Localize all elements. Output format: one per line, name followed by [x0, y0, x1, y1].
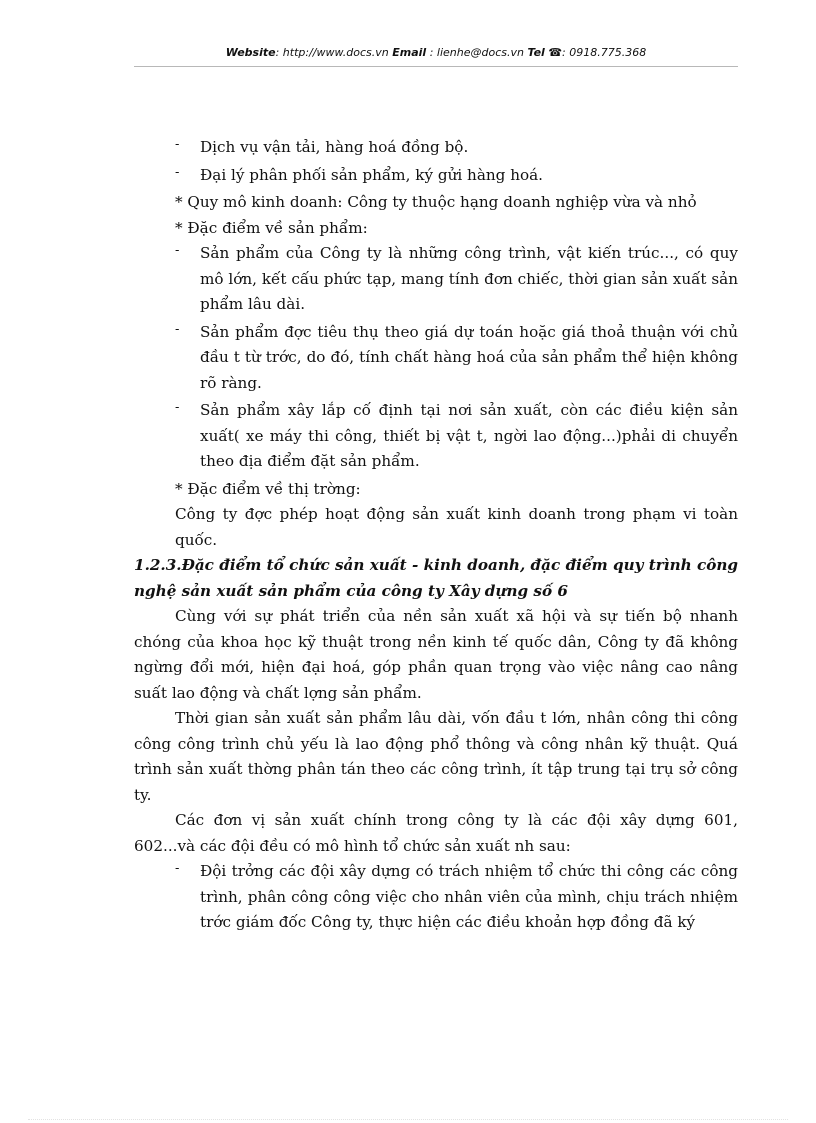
list-item: [134, 241, 738, 318]
website-label: Website: [225, 46, 276, 59]
paragraph-production-time: Thời gian sản xuất sản phẩm lâu dài, vốn đầu t lớn, nhân công thi công công công trình chủ yếu là lao động phổ thông và công nhân kỹ thuật. Quá trình sản xuất thờng phân tán theo các công trình, ít tập trung tại trụ sở công ty.: [134, 709, 738, 804]
list-item: [134, 320, 738, 397]
dash-bullet: -: [175, 400, 180, 415]
email-label: Email: [392, 46, 427, 59]
product-feature-2: Sản phẩm đợc tiêu thụ theo giá dự toán hoặc giá thoả thuận với chủ đầu t từ trớc, do đó, tính chất hàng hoá của sản phẩm thể hiện không rõ ràng.: [200, 322, 738, 392]
market-text: Công ty đợc phép hoạt động sản xuất kinh doanh trong phạm vi toàn quốc.: [175, 505, 738, 549]
dash-bullet: -: [175, 243, 180, 258]
dash-bullet: -: [175, 164, 180, 180]
list-item: [134, 859, 738, 936]
list-item: [134, 398, 738, 475]
email-address: : lienhe@docs.vn: [429, 46, 524, 59]
market-features-heading: * Đặc điểm về thị trờng:: [175, 479, 361, 498]
product-features-heading: * Đặc điểm về sản phẩm:: [175, 218, 368, 237]
item-transport: Dịch vụ vận tải, hàng hoá đồng bộ.: [200, 138, 469, 156]
paragraph-production-units: Các đơn vị sản xuất chính trong công ty là các đội xây dựng 601, 602...và các đội đều có mô hình tổ chức sản xuất nh sau:: [134, 811, 738, 855]
dash-bullet: -: [175, 861, 180, 876]
dash-bullet: -: [175, 137, 180, 152]
product-feature-1: Sản phẩm của Công ty là những công trình, vật kiến trúc..., có quy mô lớn, kết cấu phức tạp, mang tính đơn chiếc, thời gian sản xuất sản phẩm lâu dài.: [200, 244, 738, 313]
item-agency: Đại lý phân phối sản phẩm, ký gửi hàng hoá.: [200, 165, 544, 184]
product-feature-3: Sản phẩm xây lắp cố định tại nơi sản xuất, còn các điều kiện sản xuất( xe máy thi công, thiết bị vật t, ngời lao động...)phải di chuyển theo địa điểm đặt sản phẩm.: [200, 401, 738, 470]
tel-number: : 0918.775.368: [562, 46, 647, 59]
list-item: [134, 135, 738, 161]
footer-dotted-line: [28, 1119, 788, 1120]
header-divider: [134, 66, 738, 67]
team-leader-duty: Đội trởng các đội xây dựng có trách nhiệm tổ chức thi công các công trình, phân công công việc cho nhân viên của mình, chịu trách nhiệm trớc giám đốc Công ty, thực hiện các điều khoản hợp đồng đã ký: [200, 862, 738, 931]
section-heading: 1.2.3.Đặc điểm tổ chức sản xuất - kinh doanh, đặc điểm quy trình công nghệ sản xuất sản phẩm của công ty Xây dựng số 6: [134, 556, 738, 600]
phone-icon: ☎: [548, 46, 563, 59]
page-header: [134, 46, 738, 59]
dash-bullet: -: [175, 321, 180, 337]
document-body: [134, 135, 738, 938]
paragraph-development: Cùng với sự phát triển của nền sản xuất xã hội và sự tiến bộ nhanh chóng của khoa học kỹ thuật trong nền kinh tế quốc dân, Công ty đã không ngừng đổi mới, hiện đại hoá, góp phần quan trọng vào việc nâng cao nâng suất lao động và chất lợng sản phẩm.: [134, 607, 738, 702]
tel-label: Tel: [527, 46, 545, 59]
business-scale: * Quy mô kinh doanh: Công ty thuộc hạng doanh nghiệp vừa và nhỏ: [175, 193, 697, 211]
website-url: : http://www.docs.vn: [275, 46, 389, 59]
list-item: [134, 163, 738, 189]
